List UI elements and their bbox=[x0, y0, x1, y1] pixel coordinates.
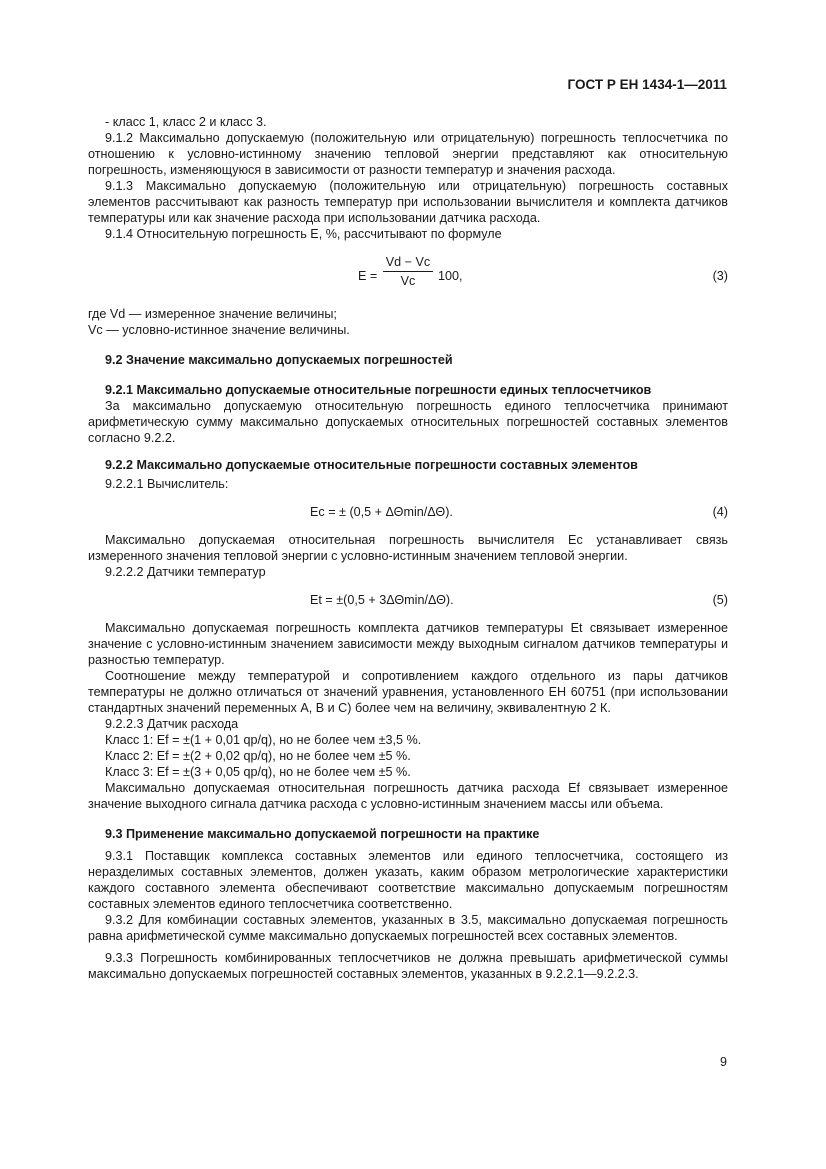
heading-9-2-1: 9.2.1 Максимально допускаемые относительные погрешности единых теплосчетчиков bbox=[105, 383, 652, 397]
heading-9-2-2: 9.2.2 Максимально допускаемые относительные погрешности составных элементов bbox=[105, 458, 638, 472]
paragraph-9-2-2-2: 9.2.2.2 Датчики температур bbox=[105, 565, 266, 579]
flow-class-3: Класс 3: Ef = ±(3 + 0,05 qp/q), но не более чем ±5 %. bbox=[105, 765, 411, 779]
paragraph-9-3-3: 9.3.3 Погрешность комбинированных теплосчетчиков не должна превышать арифметической суммы максимально допускаемых погрешностей составных элементов, указанных в 9.2.2.1—9.2.2.3. bbox=[88, 951, 728, 981]
where-vc bbox=[88, 322, 728, 338]
formula-4-number: (4) bbox=[712, 505, 728, 519]
paragraph-9-3-2: 9.3.2 Для комбинации составных элементов, указанных в 3.5, максимально допускаемая погрешность равна арифметической сумме максимально допускаемых погрешностей всех составных элементов. bbox=[88, 913, 728, 943]
where-vd: где Vd — измеренное значение величины; bbox=[88, 307, 337, 321]
paragraph-9-1-2: 9.1.2 Максимально допускаемую (положительную или отрицательную) погрешность теплосчетчика по отношению к условно-истинному значению тепловой энергии представляют как относительную погрешность, изменяющуюся в зависимости от разности температур и значения расхода. bbox=[88, 131, 728, 177]
formula-4 bbox=[88, 502, 728, 522]
paragraph-class-list: - класс 1, класс 2 и класс 3. bbox=[105, 115, 267, 129]
paragraph-9-2-2-3: 9.2.2.3 Датчик расхода bbox=[105, 717, 239, 731]
formula-3 bbox=[88, 254, 728, 300]
paragraph-temperature-resistance: Соотношение между температурой и сопротивлением каждого отдельного из пары датчиков температуры не должно отличаться от значений уравнения, установленного ЕН 60751 (при использовании стандартных значений переменных А, В и С) более чем на величину, эквивалентную 2 К. bbox=[88, 669, 728, 715]
heading-9-2: 9.2 Значение максимально допускаемых погрешностей bbox=[105, 353, 453, 367]
page-number: 9 bbox=[719, 1055, 727, 1069]
formula-3-number: (3) bbox=[712, 269, 728, 283]
formula-5-number: (5) bbox=[712, 593, 728, 607]
paragraph-temperature-error: Максимально допускаемая погрешность комплекта датчиков температуры Et связывает измеренное значение с условно-истинным значением зависимости между выходным сигналом датчиков температуры и разностью температур. bbox=[88, 621, 728, 667]
formula-3-denominator: Vc bbox=[400, 274, 416, 288]
formula-3-lhs: E = bbox=[358, 269, 378, 283]
formula-3-numerator: Vd − Vc bbox=[383, 254, 433, 272]
flow-class-1: Класс 1: Ef = ±(1 + 0,01 qp/q), но не более чем ±3,5 %. bbox=[105, 733, 422, 747]
paragraph-9-1-4: 9.1.4 Относительную погрешность E, %, рассчитывают по формуле bbox=[105, 227, 502, 241]
heading-9-3: 9.3 Применение максимально допускаемой погрешности на практике bbox=[105, 827, 540, 841]
paragraph-9-1-3: 9.1.3 Максимально допускаемую (положительную или отрицательную) погрешность составных элементов рассчитывают как разность температур при использовании вычислителя и комплекта датчиков температуры или как значение расхода при использовании датчика расхода. bbox=[88, 179, 728, 225]
paragraph-9-3-1: 9.3.1 Поставщик комплекса составных элементов или единого теплосчетчика, состоящего из неразделимых составных элементов, должен указать, каким образом метрологические характеристики каждого составного элемента обеспечивают соответствие максимально допускаемым погрешностям составных элементов единого теплосчетчика соответственно. bbox=[88, 849, 728, 911]
flow-class-2: Класс 2: Ef = ±(2 + 0,02 qp/q), но не более чем ±5 %. bbox=[105, 749, 411, 763]
where-vc-text: Vc — условно-истинное значение величины. bbox=[88, 323, 350, 337]
formula-5 bbox=[88, 590, 728, 610]
formula-4-expression: Ec = ± (0,5 + ΔΘmin/ΔΘ). bbox=[310, 505, 453, 519]
paragraph-calculator-error: Максимально допускаемая относительная погрешность вычислителя Ec устанавливает связь измеренного значения тепловой энергии с условно-истинным значением тепловой энергии. bbox=[88, 533, 728, 563]
formula-3-multiplier: 100, bbox=[438, 269, 463, 283]
paragraph-9-2-2-1: 9.2.2.1 Вычислитель: bbox=[105, 477, 229, 491]
paragraph-flow-error: Максимально допускаемая относительная погрешность датчика расхода Ef связывает измеренное значение выходного сигнала датчика расхода с условно-истинным значением массы или объема. bbox=[88, 781, 728, 811]
document-body bbox=[88, 114, 728, 982]
formula-5-expression: Et = ±(0,5 + 3ΔΘmin/ΔΘ). bbox=[310, 593, 454, 607]
formula-3-fraction bbox=[383, 254, 433, 289]
paragraph-9-2-1: За максимально допускаемую относительную погрешность единого теплосчетчика принимают арифметическую сумму максимально допускаемых относительных погрешностей составных элементов согласно 9.2.2. bbox=[88, 399, 728, 445]
document-header: ГОСТ Р ЕН 1434-1—2011 bbox=[567, 77, 727, 92]
